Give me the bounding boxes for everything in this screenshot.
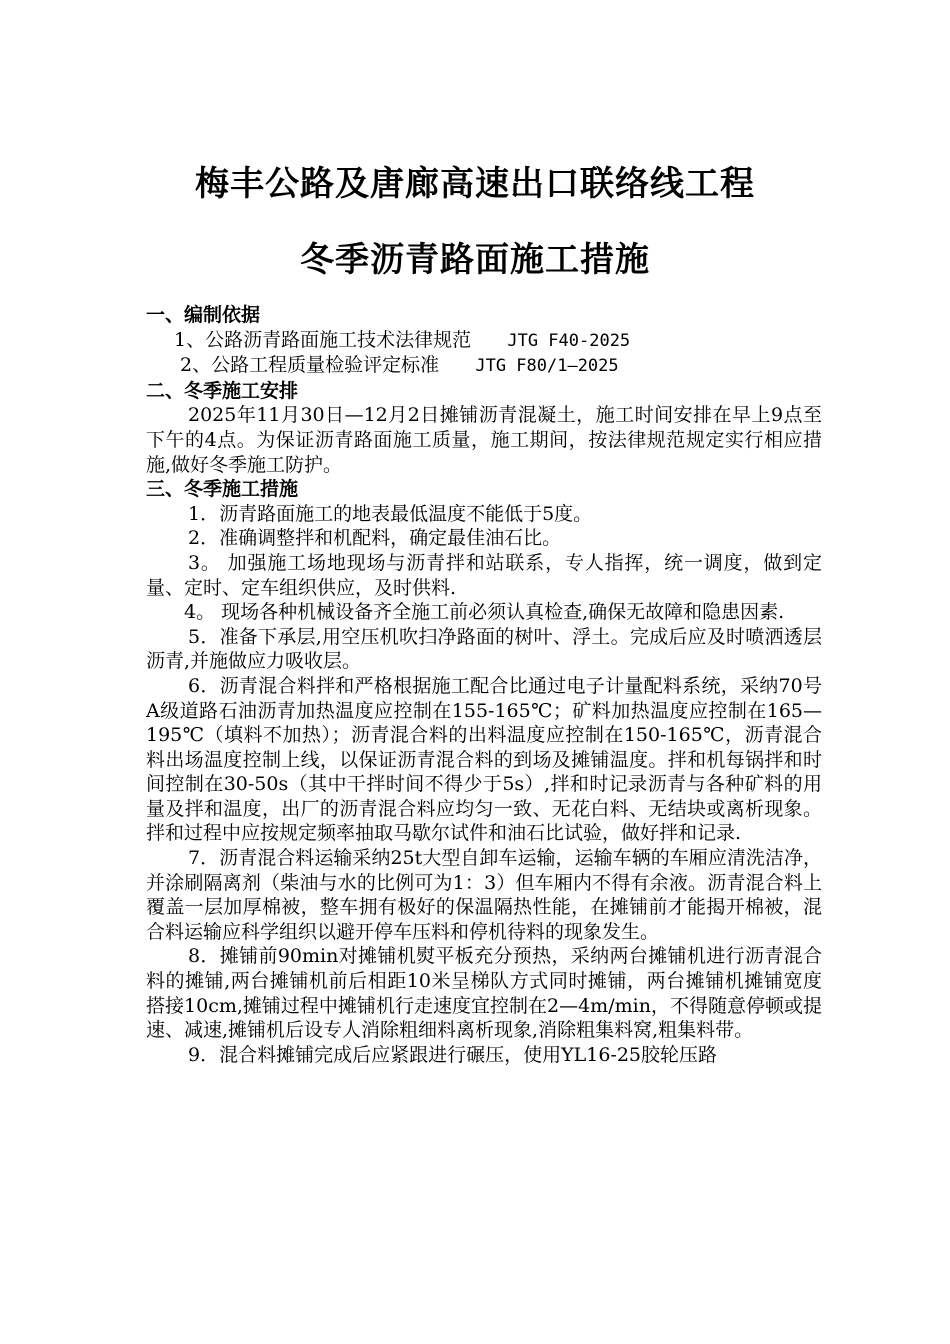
reference-2-title: 2、公路工程质量检验评定标准 bbox=[180, 354, 440, 377]
section2-paragraph: 2025年11月30日—12月2日摊铺沥青混凝土，施工时间安排在早上9点至下午的4点。为保证沥青路面施工质量，施工期间，按法律规范规定实行相应措施,做好冬季施工防护。 bbox=[146, 404, 822, 476]
measure-item-2: 2．准确调整拌和机配料，确定最佳油石比。 bbox=[188, 527, 562, 550]
reference-item-2 bbox=[146, 353, 822, 379]
reference-2-code: JTG F80/1—2025 bbox=[475, 356, 619, 377]
section3-heading: 三、冬季施工措施 bbox=[146, 478, 299, 501]
measure-item-8: 8．摊铺前90min对摊铺机熨平板充分预热，采纳两台摊铺机进行沥青混合料的摊铺,两台摊铺机前后相距10米呈梯队方式同时摊铺，两台摊铺机摊铺宽度搭接10cm,摊铺过程中摊铺机行走速度宜控制在2—4m/min，不得随意停顿或提速、减速,摊铺机后设专人消除粗细料离析现象,消除粗集料窝,粗集料带。 bbox=[146, 945, 822, 1042]
document-body bbox=[146, 303, 822, 1067]
reference-item-1 bbox=[146, 328, 822, 354]
section1-heading: 一、编制依据 bbox=[146, 304, 261, 326]
reference-1-title: 1、公路沥青路面施工技术法律规范 bbox=[174, 328, 472, 351]
measure-item-5: 5．准备下承层,用空压机吹扫净路面的树叶、浮土。完成后应及时喷洒透层沥青,并施做应力吸收层。 bbox=[146, 625, 822, 673]
document-title-line1: 梅丰公路及唐廊高速出口联络线工程 bbox=[195, 164, 755, 204]
document-title-line2: 冬季沥青路面施工措施 bbox=[300, 240, 650, 280]
measure-item-7: 7．沥青混合料运输采纳25t大型自卸车运输，运输车辆的车厢应清洗洁净，并涂刷隔离剂（柴油与水的比例可为1：3）但车厢内不得有余液。沥青混合料上覆盖一层加厚棉被，整车拥有极好的保温隔热性能，在摊铺前才能揭开棉被，混合料运输应科学组织以避开停车压料和停机待料的现象发生。 bbox=[146, 847, 822, 943]
measure-item-4: 4。 现场各种机械设备齐全施工前必须认真检查,确保无故障和隐患因素. bbox=[184, 601, 785, 624]
reference-1-code: JTG F40-2025 bbox=[507, 330, 631, 351]
measure-item-9: 9．混合料摊铺完成后应紧跟进行碾压，使用YL16-25胶轮压路 bbox=[188, 1043, 718, 1066]
measure-item-1: 1．沥青路面施工的地表最低温度不能低于5度。 bbox=[188, 502, 593, 525]
measure-item-6: 6．沥青混合料拌和严格根据施工配合比通过电子计量配料系统，采纳70号A级道路石油沥青加热温度应控制在155-165℃；矿料加热温度应控制在165—195℃（填料不加热）；沥青混合料的出料温度应控制在150-165℃，沥青混合料出场温度控制上线，以保证沥青混合料的到场及摊铺温度。拌和机每锅拌和时间控制在30-50s（其中干拌时间不得少于5s）,拌和时记录沥青与各种矿料的用量及拌和温度，出厂的沥青混合料应均匀一致、无花白料、无结块或离析现象。拌和过程中应按规定频率抽取马歇尔试件和油石比试验，做好拌和记录. bbox=[146, 674, 822, 845]
measure-item-3: 3。 加强施工场地现场与沥青拌和站联系，专人指挥，统一调度，做到定量、定时、定车组织供应，及时供料. bbox=[146, 551, 822, 599]
section2-heading: 二、冬季施工安排 bbox=[146, 379, 299, 402]
